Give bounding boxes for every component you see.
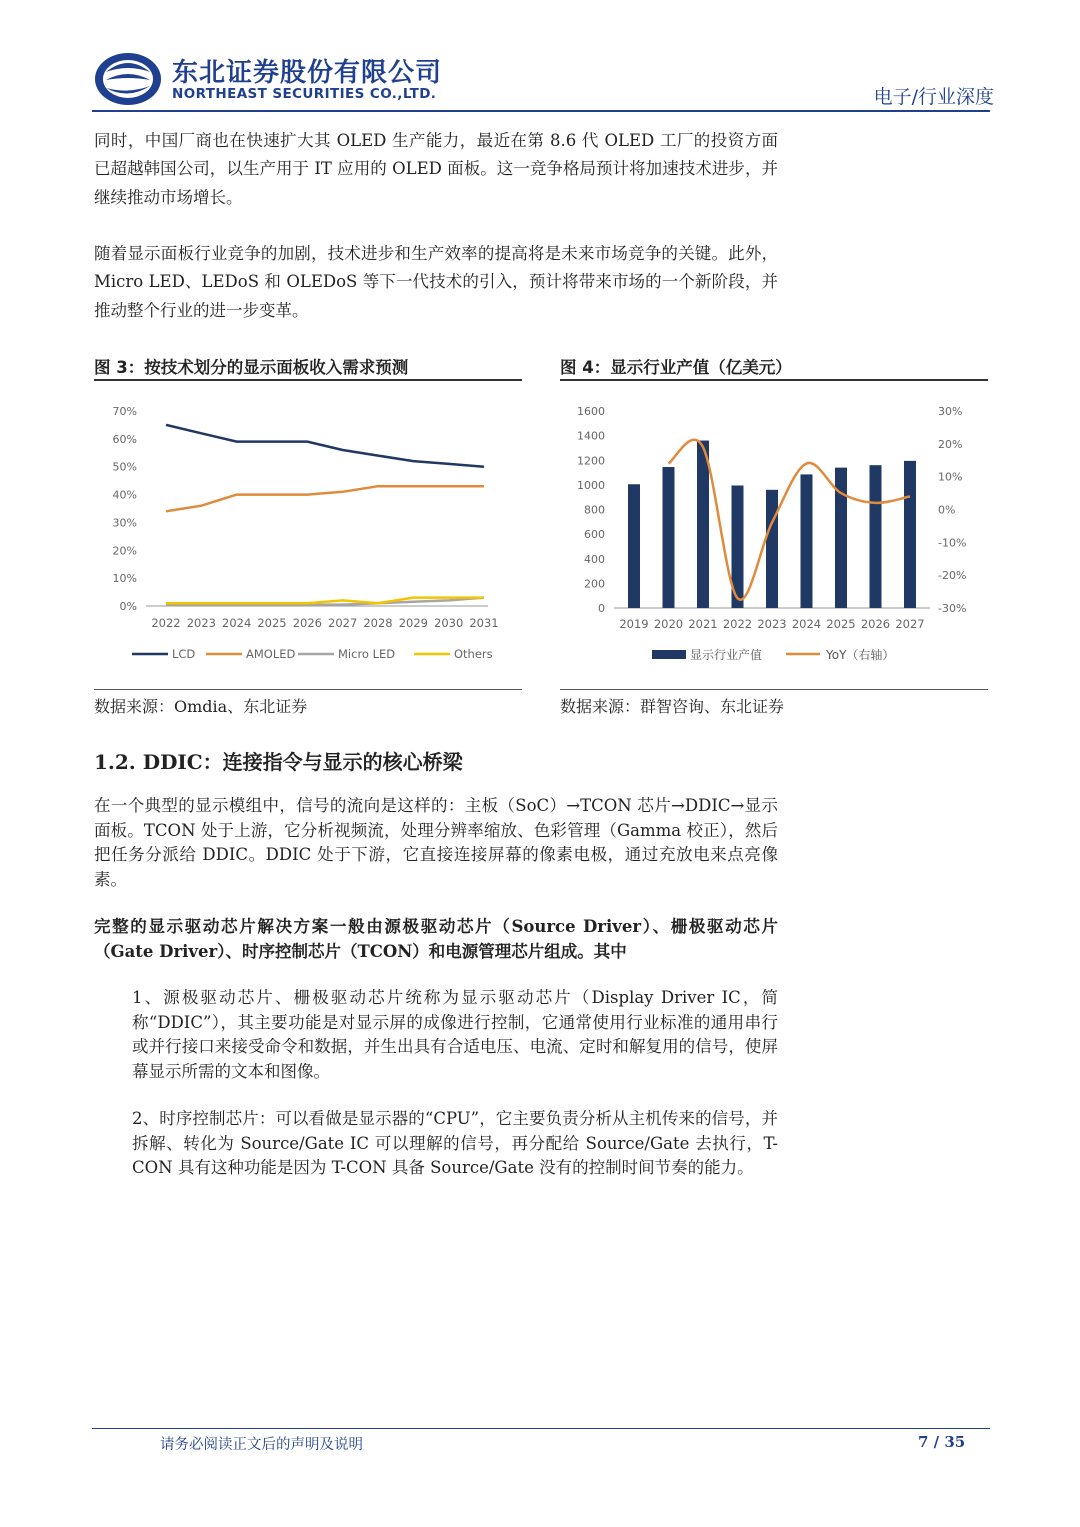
report-category: 电子/行业深度 (873, 86, 994, 108)
y-right-tick-label: -10% (938, 536, 967, 550)
paragraph-2: 随着显示面板行业竞争的加剧，技术进步和生产效率的提高将是未来市场竞争的关键。此外，Micro LED、LEDoS 和 OLEDoS 等下一代技术的引入，预计将带来市场的一个新阶段，并推动整个行业的进一步变革。 (94, 244, 778, 320)
bar (870, 465, 882, 608)
x-tick-label: 2031 (469, 616, 499, 630)
section-heading: 1.2. DDIC：连接指令与显示的核心桥梁 (94, 750, 463, 774)
bar (801, 474, 813, 608)
y-tick-label: 20% (112, 544, 137, 558)
x-tick-label: 2024 (791, 617, 822, 631)
x-tick-label: 2027 (328, 616, 358, 630)
x-tick-label: 2026 (860, 617, 891, 631)
figure-4-bottom-rule (560, 689, 988, 690)
y-right-tick-label: 10% (938, 470, 963, 484)
paragraph-3: 在一个典型的显示模组中，信号的流向是这样的：主板（SoC）→TCON 芯片→DDIC→显示面板。TCON 处于上游，它分析视频流，处理分辨率缩放、色彩管理（Gamma 校正），然后把任务分派给 DDIC。DDIC 处于下游，它直接连接屏幕的像素电极，通过充放电来点亮像素。 (94, 796, 778, 889)
page-number: 7 / 35 (918, 1433, 966, 1451)
header-divider (92, 110, 990, 112)
figure-3-line-chart (94, 392, 522, 677)
y-left-tick-label: 1000 (577, 478, 605, 492)
figure-3-bottom-rule (94, 689, 522, 690)
figure-3-source: 数据来源：Omdia、东北证券 (94, 697, 308, 716)
figure-3-top-rule (94, 379, 522, 381)
list-item-1: 1、源极驱动芯片、栅极驱动芯片统称为显示驱动芯片（Display Driver IC，简称“DDIC”），其主要功能是对显示屏的成像进行控制，它通常使用行业标准的通用串行或并行接口来接受命令和数据，并生出具有合适电压、电流、定时和解复用的信号，使屏幕显示所需的文本和图像。 (132, 988, 778, 1081)
bar (697, 441, 709, 608)
y-left-tick-label: 1600 (577, 405, 605, 418)
y-left-tick-label: 200 (584, 577, 605, 591)
figure-4-title: 图 4：显示行业产值（亿美元） (560, 358, 792, 377)
y-right-tick-label: -30% (938, 602, 967, 615)
bar (904, 461, 916, 608)
y-right-tick-label: 0% (938, 503, 956, 517)
y-right-tick-label: 30% (938, 405, 963, 418)
figure-4-source: 数据来源：群智咨询、东北证券 (560, 697, 785, 716)
series-line-lcd (166, 425, 484, 467)
bar (766, 490, 778, 608)
x-tick-label: 2020 (653, 617, 684, 631)
company-name-cn: 东北证券股份有限公司 (172, 58, 443, 88)
x-tick-label: 2024 (222, 616, 252, 630)
y-left-tick-label: 800 (584, 503, 605, 517)
y-left-tick-label: 1200 (577, 454, 605, 468)
y-tick-label: 70% (112, 405, 137, 418)
paragraph-1: 同时，中国厂商也在快速扩大其 OLED 生产能力，最近在第 8.6 代 OLED 工厂的投资方面已超越韩国公司，以生产用于 IT 应用的 OLED 面板。这一竞争格局预计将加速技术进步，并继续推动市场增长。 (94, 131, 778, 207)
x-tick-label: 2030 (434, 616, 464, 630)
paragraph-4: 完整的显示驱动芯片解决方案一般由源极驱动芯片（Source Driver）、栅极驱动芯片（Gate Driver）、时序控制芯片（TCON）和电源管理芯片组成。其中 (94, 917, 778, 961)
x-tick-label: 2027 (895, 617, 925, 631)
company-logo (92, 50, 164, 108)
y-right-tick-label: -20% (938, 569, 967, 583)
footer-disclaimer: 请务必阅读正文后的声明及说明 (160, 1437, 363, 1453)
y-left-tick-label: 400 (584, 552, 605, 566)
y-left-tick-label: 1400 (577, 429, 605, 443)
legend-swatch (652, 650, 686, 659)
legend-label: YoY（右轴） (826, 648, 895, 662)
x-tick-label: 2021 (688, 617, 718, 631)
figure-3-title: 图 3：按技术划分的显示面板收入需求预测 (94, 358, 409, 377)
company-name-en: NORTHEAST SECURITIES CO.,LTD. (172, 86, 437, 102)
list-item-2: 2、时序控制芯片：可以看做是显示器的“CPU”，它主要负责分析从主机传来的信号，并拆解、转化为 Source/Gate IC 可以理解的信号，再分配给 Source/Gate 去执行，T-CON 具有这种功能是因为 T-CON 具备 Source/Gate 没有的控制时间节奏的能力。 (132, 1109, 778, 1178)
figure-4-top-rule (560, 379, 988, 381)
x-tick-label: 2022 (151, 616, 181, 630)
bar (628, 484, 640, 608)
legend-label: Others (454, 647, 493, 661)
x-tick-label: 2028 (363, 616, 393, 630)
y-tick-label: 60% (112, 432, 137, 446)
y-tick-label: 40% (112, 488, 137, 502)
legend-label: Micro LED (338, 647, 396, 661)
y-left-tick-label: 0 (598, 602, 605, 615)
y-tick-label: 0% (119, 600, 137, 613)
x-tick-label: 2023 (186, 616, 216, 630)
x-tick-label: 2023 (757, 617, 787, 631)
y-tick-label: 50% (112, 460, 137, 474)
figure-4-bar-chart (560, 392, 988, 677)
x-tick-label: 2022 (722, 617, 753, 631)
x-tick-label: 2025 (257, 616, 287, 630)
series-line-amoled (166, 486, 484, 511)
x-tick-label: 2026 (292, 616, 322, 630)
x-tick-label: 2019 (619, 617, 649, 631)
legend-label: LCD (172, 647, 196, 661)
y-tick-label: 10% (112, 572, 137, 586)
legend-label: 显示行业产值 (690, 648, 763, 662)
x-tick-label: 2029 (398, 616, 428, 630)
footer-divider (92, 1428, 990, 1429)
y-tick-label: 30% (112, 516, 137, 530)
legend-label: AMOLED (246, 647, 296, 661)
x-tick-label: 2025 (826, 617, 856, 631)
bar (663, 467, 675, 608)
y-left-tick-label: 600 (584, 528, 605, 542)
y-right-tick-label: 20% (938, 437, 963, 451)
